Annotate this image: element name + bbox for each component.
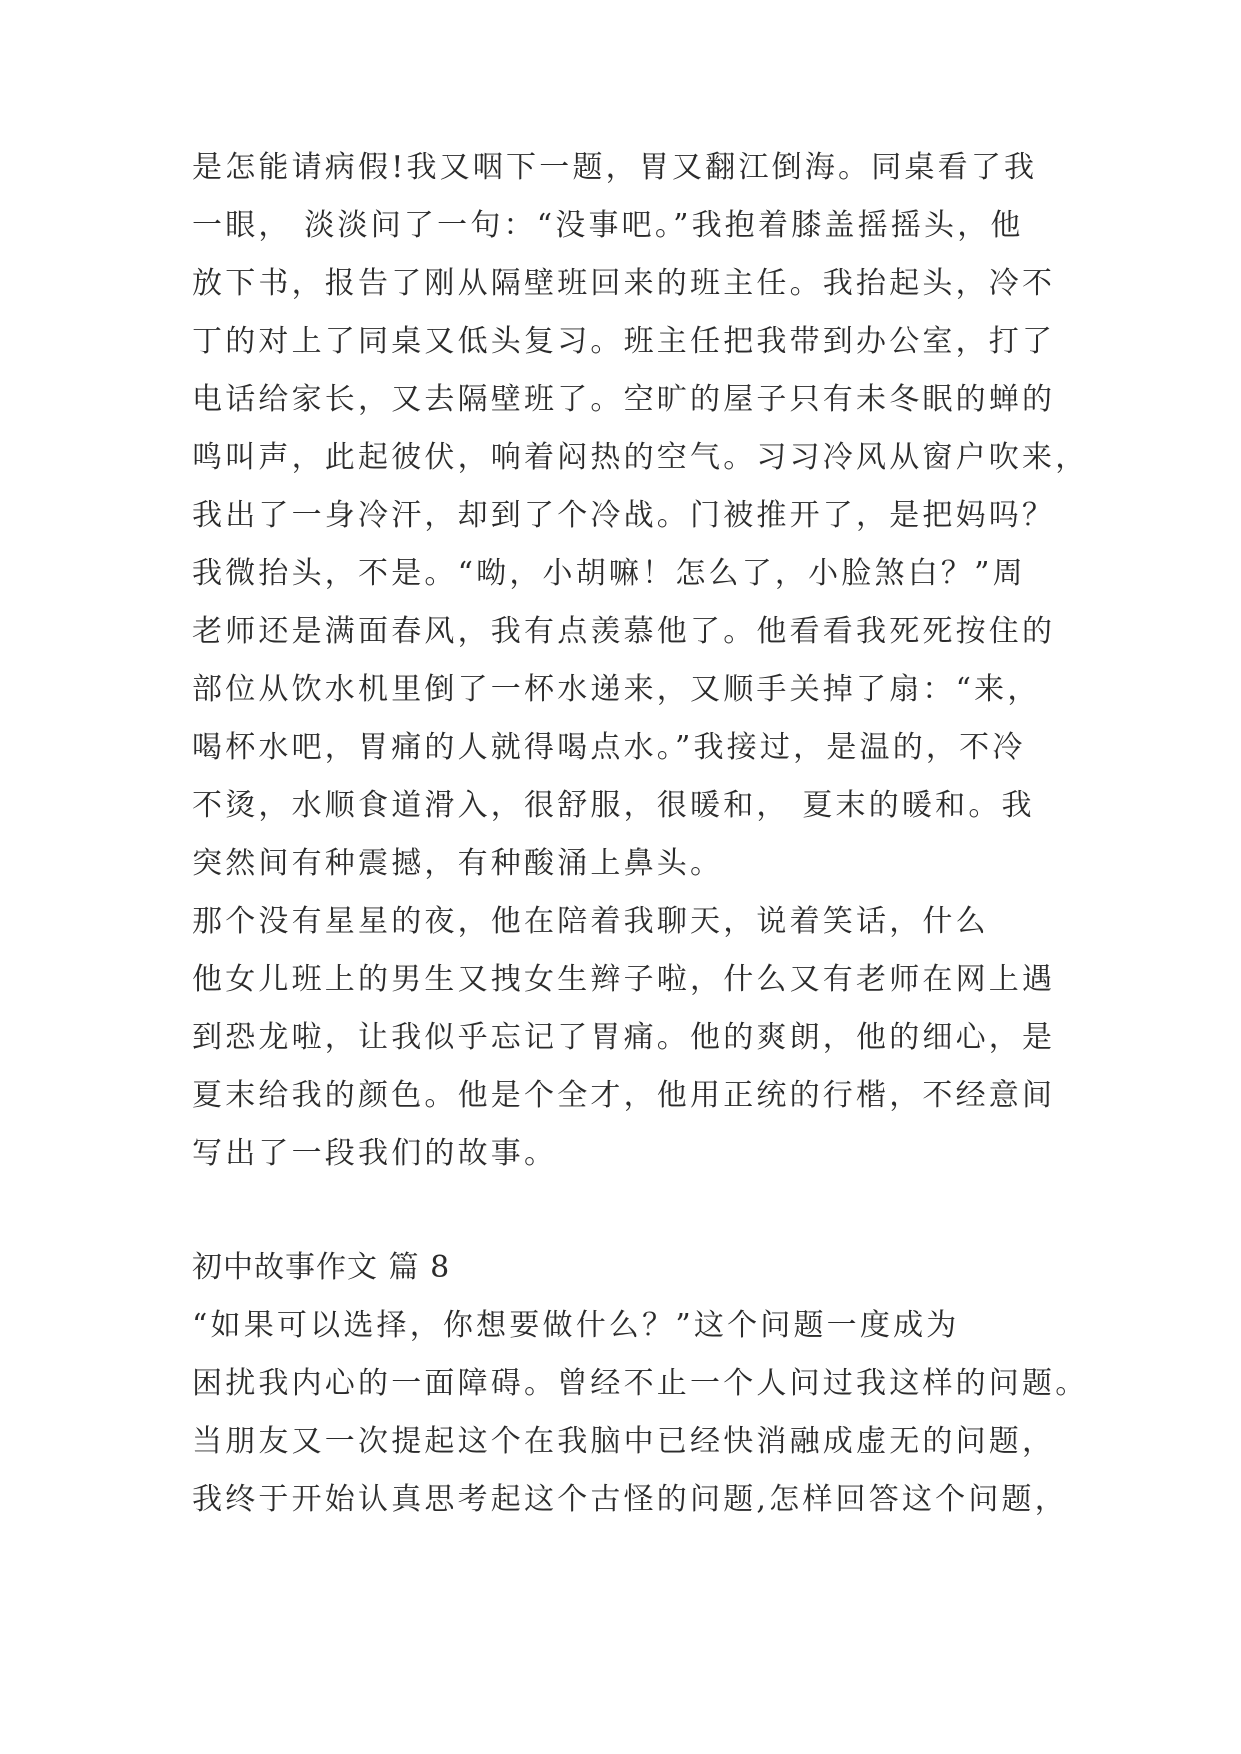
paragraph-line: 一眼， 淡淡问了一句：“没事吧。”我抱着膝盖摇摇头，他 [192, 208, 1024, 243]
paragraph-line: 我终于开始认真思考起这个古怪的问题,怎样回答这个问题， [192, 1482, 1068, 1517]
paragraph-line: 我微抬头，不是。“呦，小胡嘛！怎么了，小脸煞白？”周 [192, 556, 1026, 591]
section-heading: 初中故事作文 篇 8 [192, 1250, 451, 1285]
paragraph-line: 不烫，水顺食道滑入，很舒服，很暖和， 夏末的暖和。我 [192, 788, 1035, 823]
paragraph-line: 夏末给我的颜色。他是个全才，他用正统的行楷，不经意间 [192, 1078, 1056, 1113]
paragraph-line: 困扰我内心的一面障碍。曾经不止一个人问过我这样的问题。 [192, 1366, 1089, 1401]
paragraph-line: 鸣叫声，此起彼伏，响着闷热的空气。习习冷风从窗户吹来， [192, 440, 1089, 475]
paragraph-line: 部位从饮水机里倒了一杯水递来，又顺手关掉了扇：“来， [192, 672, 1041, 707]
paragraph-line: 老师还是满面春风，我有点羡慕他了。他看看我死死按住的 [192, 614, 1056, 649]
paragraph-line: 喝杯水吧，胃痛的人就得喝点水。”我接过，是温的，不冷 [192, 730, 1026, 765]
paragraph-line: 是怎能请病假!我又咽下一题，胃又翻江倒海。同桌看了我 [192, 150, 1038, 185]
paragraph-line: 写出了一段我们的故事。 [192, 1136, 558, 1171]
paragraph-line: 突然间有种震撼，有种酸涌上鼻头。 [192, 846, 724, 881]
paragraph-line: 电话给家长，又去隔壁班了。空旷的屋子只有未冬眠的蝉的 [192, 382, 1056, 417]
paragraph-line: 那个没有星星的夜，他在陪着我聊天，说着笑话，什么 [192, 904, 989, 939]
paragraph-line: 他女儿班上的男生又拽女生辫子啦，什么又有老师在网上遇 [192, 962, 1056, 997]
paragraph-line: 我出了一身冷汗，却到了个冷战。门被推开了，是把妈吗？ [192, 498, 1056, 533]
paragraph-line: 丁的对上了同桌又低头复习。班主任把我带到办公室，打了 [192, 324, 1056, 359]
paragraph-line: 放下书，报告了刚从隔壁班回来的班主任。我抬起头，冷不 [192, 266, 1056, 301]
paragraph-line: 当朋友又一次提起这个在我脑中已经快消融成虚无的问题， [192, 1424, 1056, 1459]
paragraph-line: “如果可以选择，你想要做什么？”这个问题一度成为 [192, 1308, 960, 1343]
paragraph-line: 到恐龙啦，让我似乎忘记了胃痛。他的爽朗，他的细心，是 [192, 1020, 1056, 1055]
